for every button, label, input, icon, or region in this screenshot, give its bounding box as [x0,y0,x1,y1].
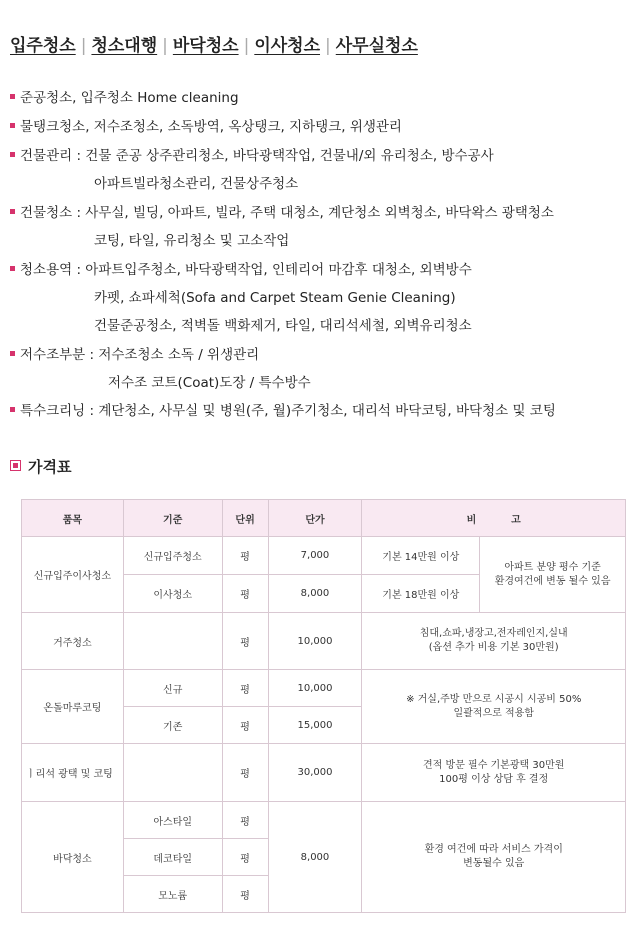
cell-unit: 평 [222,876,268,913]
service-item: 준공청소, 입주청소 Home cleaning [10,84,239,112]
service-continuation: 건물준공청소, 적벽돌 백화제거, 타일, 대리석세철, 외벽유리청소 [94,318,472,334]
header-standard: 기준 [123,500,222,537]
cell-unit: 평 [222,613,268,670]
square-bullet-icon [10,460,21,471]
tab-move-in-cleaning[interactable]: 입주청소 [10,36,76,56]
price-table [21,499,626,913]
table-row [22,670,626,707]
cell-note: 침대,쇼파,냉장고,전자레인지,실내 (옵션 추가 비용 기본 30만원) [362,613,626,670]
cell-price: 15,000 [268,707,362,744]
cell-standard: 신규입주청소 [123,537,222,575]
tab-office-cleaning[interactable]: 사무실청소 [335,36,418,56]
service-item: 물탱크청소, 저수조청소, 소독방역, 옥상탱크, 지하탱크, 위생관리 [10,113,402,141]
service-item: 특수크리닝 : 계단청소, 사무실 및 병원(주, 월)주기청소, 대리석 바닥코팅, 바닥청소 및 코팅 [10,397,556,425]
cell-note: 아파트 분양 평수 기준 환경여건에 변동 될수 있음 [480,537,626,613]
service-continuation: 아파트빌라청소관리, 건물상주청소 [94,176,299,192]
header-unit: 단위 [222,500,268,537]
table-row [22,537,626,575]
tab-nav [10,31,418,56]
service-continuation: 카펫, 쇼파세척(Sofa and Carpet Steam Genie Cleaning) [94,290,456,306]
tab-divider: | [80,36,87,56]
cell-item: 신규입주이사청소 [22,537,124,613]
cell-note: 기본 14만원 이상 [362,537,480,575]
cell-standard: 신규 [123,670,222,707]
cell-item: ㅣ리석 광택 및 코팅 [22,744,124,802]
cell-price: 30,000 [268,744,362,802]
tab-floor-cleaning[interactable]: 바닥청소 [172,36,239,56]
cell-price: 10,000 [268,613,362,670]
cell-item: 거주청소 [22,613,124,670]
cell-price: 7,000 [268,537,362,575]
header-price: 단가 [268,500,362,537]
header-remarks: 비 고 [362,500,626,537]
cell-price: 8,000 [268,575,362,613]
service-item: 건물청소 : 사무실, 빌딩, 아파트, 빌라, 주택 대청소, 계단청소 외벽청소, 바닥왁스 광택청소 [10,199,554,227]
bullet-icon [10,152,15,157]
cell-unit: 평 [222,575,268,613]
cell-note: 환경 여건에 따라 서비스 가격이 변동될수 있음 [362,802,626,913]
cell-standard [123,744,222,802]
cell-unit: 평 [222,744,268,802]
cell-unit: 평 [222,707,268,744]
price-section-title: 가격표 [10,456,71,477]
table-row [22,802,626,839]
service-continuation: 코팅, 타일, 유리청소 및 고소작업 [94,233,290,249]
tab-divider: | [325,36,331,56]
cell-unit: 평 [222,802,268,839]
bullet-icon [10,407,15,412]
cell-note: 기본 18만원 이상 [362,575,480,613]
service-continuation: 저수조 코트(Coat)도장 / 특수방수 [108,375,311,391]
cell-item: 온돌마루코팅 [22,670,124,744]
bullet-icon [10,123,15,128]
tab-cleaning-agency[interactable]: 청소대행 [91,36,158,56]
bullet-icon [10,266,15,271]
cell-standard: 데코타일 [123,839,222,876]
table-header-row [22,500,626,537]
cell-standard [123,613,222,670]
tab-moving-cleaning[interactable]: 이사청소 [254,36,321,56]
tab-divider: | [162,36,168,56]
bullet-icon [10,209,15,214]
cell-unit: 평 [222,670,268,707]
cell-unit: 평 [222,839,268,876]
service-item: 청소용역 : 아파트입주청소, 바닥광택작업, 인테리어 마감후 대청소, 외벽방수 [10,256,472,284]
cell-standard: 이사청소 [123,575,222,613]
cell-standard: 기존 [123,707,222,744]
bullet-icon [10,351,15,356]
cell-price: 10,000 [268,670,362,707]
cell-note: 견적 방문 필수 기본광택 30만원 100평 이상 상담 후 결정 [362,744,626,802]
header-item: 품목 [22,500,124,537]
tab-divider: | [243,36,250,56]
bullet-icon [10,94,15,99]
cell-unit: 평 [222,537,268,575]
cell-item: 바닥청소 [22,802,124,913]
table-row [22,613,626,670]
table-row [22,744,626,802]
service-item: 건물관리 : 건물 준공 상주관리청소, 바닥광택작업, 건물내/외 유리청소, 방수공사 [10,142,494,170]
cell-price: 8,000 [268,802,362,913]
cell-standard: 아스타일 [123,802,222,839]
cell-note: ※ 거실,주방 만으로 시공시 시공비 50% 일괄적으로 적용함 [362,670,626,744]
service-item: 저수조부분 : 저수조청소 소독 / 위생관리 [10,341,259,369]
cell-standard: 모노륨 [123,876,222,913]
